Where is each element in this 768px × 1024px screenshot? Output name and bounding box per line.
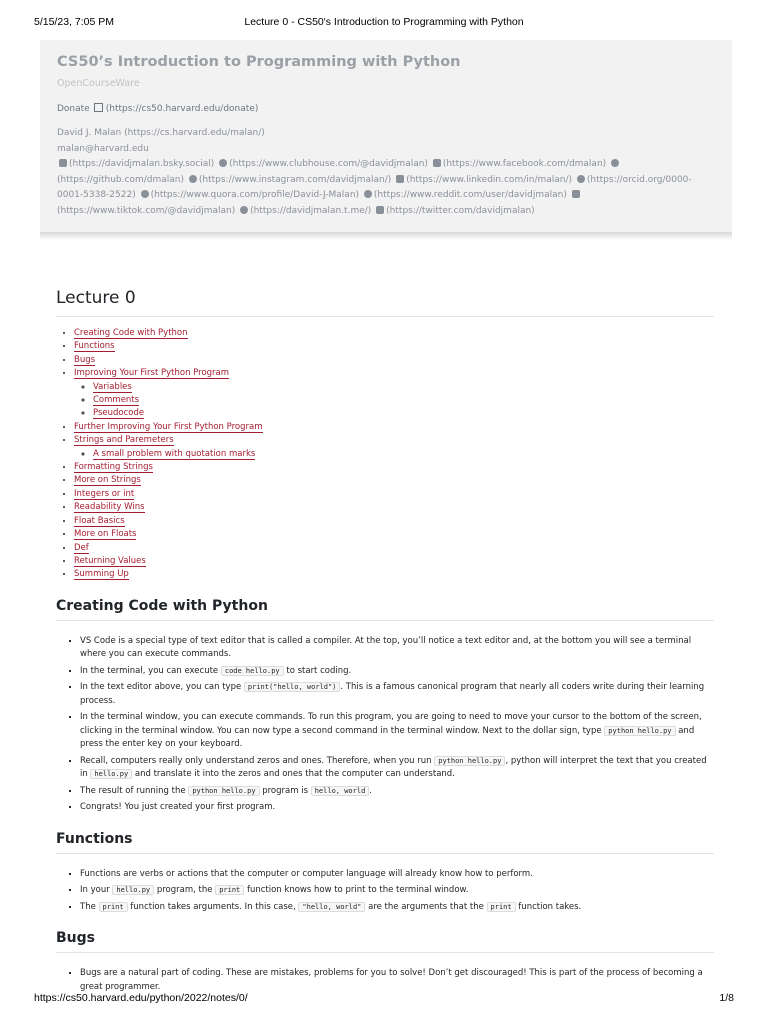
toc-link[interactable]: Formatting Strings (74, 462, 153, 473)
inline-code: print (487, 902, 516, 912)
bullet-text: program is (259, 785, 311, 796)
toc-item (74, 474, 714, 487)
toc-link[interactable]: Functions (74, 341, 115, 352)
toc-subitem (93, 394, 714, 407)
bullet-text: Bugs are a natural part of coding. These are mistakes, problems for you to solve! Don’t get discouraged! This is part of the process of becoming a great programmer. (80, 968, 703, 992)
toc-item (74, 461, 714, 474)
social-link[interactable]: (https://www.instagram.com/davidjmalan/) (198, 174, 392, 185)
inline-code: hello, world (311, 786, 370, 796)
toc-link[interactable]: Variables (93, 381, 132, 392)
toc-item (74, 421, 714, 434)
print-date: 5/15/23, 7:05 PM (34, 16, 114, 28)
toc-link[interactable]: Returning Values (74, 555, 146, 566)
print-footer (34, 992, 734, 1006)
twitter-icon (376, 206, 384, 214)
list-item (80, 785, 714, 799)
section-bugs (56, 930, 714, 994)
inline-code: print (99, 902, 128, 912)
social-link[interactable]: (https://www.linkedin.com/in/malan/) (406, 174, 573, 185)
donate-label: Donate (57, 104, 90, 114)
author-email[interactable]: malan@harvard.edu (57, 143, 149, 154)
section-functions (56, 831, 714, 915)
social-link[interactable]: (https://www.facebook.com/dmalan) (442, 159, 607, 169)
bullet-text: and translate it into the zeros and ones that the computer can understand. (132, 769, 455, 780)
bullet-text: . (369, 785, 372, 796)
bullet-text: In the text editor above, you can type (80, 682, 244, 693)
bullet-text: function takes. (515, 901, 582, 912)
toc-item (74, 542, 714, 555)
github-icon (611, 159, 619, 167)
social-link[interactable]: (https://twitter.com/davidjmalan) (386, 205, 535, 216)
table-of-contents (56, 327, 714, 582)
toc-link[interactable]: More on Floats (74, 529, 137, 540)
social-link[interactable]: (https://orcid.org/0000-0001-5338-2522) (57, 174, 692, 200)
social-link[interactable]: (https://davidjmalan.bsky.social) (69, 159, 215, 169)
inline-code: hello.py (112, 885, 154, 895)
social-link[interactable]: (https://github.com/dmalan) (57, 174, 184, 185)
toc-item (74, 501, 714, 514)
site-subtitle[interactable]: OpenCourseWare (57, 78, 140, 89)
print-header (34, 16, 734, 30)
toc-item (74, 434, 714, 461)
inline-code: python hello.py (604, 726, 675, 736)
bullet-text: function knows how to print to the terminal window. (244, 885, 469, 896)
list-item (80, 801, 714, 815)
bullet-text: to start coding. (283, 665, 352, 676)
list-item (80, 755, 714, 782)
page-number: 1/8 (719, 992, 734, 1004)
section-heading: Bugs (56, 930, 714, 953)
print-doc-title: Lecture 0 - CS50's Introduction to Programming with Python (244, 16, 524, 28)
toc-item (74, 555, 714, 568)
social-link[interactable]: (https://www.clubhouse.com/@davidjmalan) (229, 159, 428, 169)
toc-link[interactable]: Readability Wins (74, 502, 145, 513)
list-item (80, 868, 714, 882)
bullet-text: . This is a famous canonical program that nearly all coders write during their learning process. (80, 682, 705, 706)
bullet-text: In the terminal, you can execute (80, 665, 221, 676)
toc-link[interactable]: Float Basics (74, 515, 125, 526)
list-item (80, 681, 714, 708)
toc-link[interactable]: More on Strings (74, 475, 141, 486)
hand-wave-icon (219, 159, 227, 167)
toc-sublist (74, 448, 714, 461)
quora-icon (141, 190, 149, 198)
inline-code: code hello.py (221, 666, 284, 676)
toc-item (74, 488, 714, 501)
inline-code: python hello.py (434, 756, 505, 766)
bullet-text: , python will interpret the text that you created in (80, 755, 707, 780)
list-item (80, 884, 714, 898)
section-heading: Functions (56, 831, 714, 854)
author-line[interactable]: David J. Malan (https://cs.harvard.edu/malan/) (57, 128, 265, 138)
bullet-text: function takes arguments. In this case, (127, 901, 299, 912)
inline-code: print("hello, world") (244, 682, 341, 692)
toc-item (74, 367, 714, 421)
toc-item (74, 515, 714, 528)
social-link[interactable]: (https://www.tiktok.com/@davidjmalan) (57, 205, 236, 216)
reddit-icon (364, 190, 372, 198)
bullet-text: Recall, computers really only understand zeros and ones. Therefore, when you run (80, 755, 435, 766)
header-shadow (40, 232, 732, 240)
donate-url: (https://cs50.harvard.edu/donate) (105, 104, 259, 114)
bluesky-icon (59, 159, 67, 167)
bullet-list (56, 868, 714, 915)
external-link-icon (94, 103, 103, 112)
lecture-title: Lecture 0 (56, 288, 714, 317)
print-url: https://cs50.harvard.edu/python/2022/notes/0/ (34, 992, 248, 1004)
section-creating-code (56, 598, 714, 815)
toc-link[interactable]: Pseudocode (93, 408, 145, 419)
toc-item (74, 354, 714, 367)
toc-item (74, 568, 714, 581)
site-header (40, 40, 732, 232)
toc-link[interactable]: Strings and Paremeters (74, 435, 174, 446)
toc-link[interactable]: A small problem with quotation marks (93, 448, 256, 459)
toc-item (74, 340, 714, 353)
social-link[interactable]: (https://www.reddit.com/user/davidjmalan) (373, 190, 567, 200)
toc-item (74, 327, 714, 340)
bullet-text: Congrats! You just created your first program. (80, 802, 276, 813)
social-links (57, 157, 717, 219)
section-heading: Creating Code with Python (56, 598, 714, 621)
bullet-text: VS Code is a special type of text editor that is called a compiler. At the top, you’ll notice a text editor and, at the bottom you will see a terminal where you can execute commands. (80, 635, 692, 660)
inline-code: "hello, world" (298, 902, 365, 912)
bullet-text: The (80, 901, 99, 912)
bullet-text: The result of running the (80, 785, 189, 796)
list-item (80, 901, 714, 915)
social-link[interactable]: (https://www.quora.com/profile/David-J-Malan) (150, 190, 360, 200)
inline-code: python hello.py (188, 786, 259, 796)
bullet-text: In your (80, 885, 113, 896)
facebook-icon (433, 159, 441, 167)
toc-subitem (93, 448, 714, 461)
inline-code: print (215, 885, 244, 895)
orcid-icon (577, 175, 585, 183)
toc-link[interactable]: Summing Up (74, 569, 129, 580)
toc-link[interactable]: Def (74, 542, 89, 553)
bullet-list (56, 967, 714, 994)
list-item (80, 635, 714, 662)
toc-link[interactable]: Further Improving Your First Python Program (74, 421, 263, 432)
linkedin-icon (396, 175, 404, 183)
site-title[interactable]: CS50’s Introduction to Programming with Python (57, 54, 461, 70)
bullet-text: Functions are verbs or actions that the computer or computer language will already know how to perform. (80, 868, 533, 879)
social-link[interactable]: (https://davidjmalan.t.me/) (250, 205, 372, 216)
donate-link[interactable] (57, 102, 258, 114)
telegram-icon (240, 206, 248, 214)
list-item (80, 665, 714, 679)
main-content (56, 288, 714, 997)
toc-subitem (93, 407, 714, 420)
toc-link[interactable]: Improving Your First Python Program (74, 368, 230, 379)
toc-link[interactable]: Comments (93, 395, 140, 406)
tiktok-icon (572, 190, 580, 198)
toc-item (74, 528, 714, 541)
bullet-text: In the terminal window, you can execute commands. To run this program, you are going to need to move your cursor to the bottom of the screen, clicking in the terminal window. You can now type a second command in the terminal window. Next to the dollar sign, type (80, 712, 702, 736)
bullet-text: program, the (154, 885, 216, 896)
list-item (80, 711, 714, 752)
toc-subitem (93, 381, 714, 394)
toc-link[interactable]: Creating Code with Python (74, 328, 188, 338)
bullet-text: and press the enter key on your keyboard. (80, 725, 695, 750)
instagram-icon (189, 175, 197, 183)
author-info (57, 126, 717, 219)
toc-link[interactable]: Bugs (74, 354, 96, 365)
bullet-list (56, 635, 714, 815)
inline-code: hello.py (90, 769, 132, 779)
list-item (80, 967, 714, 994)
bullet-text: are the arguments that the (365, 901, 487, 912)
toc-link[interactable]: Integers or int (74, 488, 135, 499)
toc-sublist (74, 381, 714, 421)
